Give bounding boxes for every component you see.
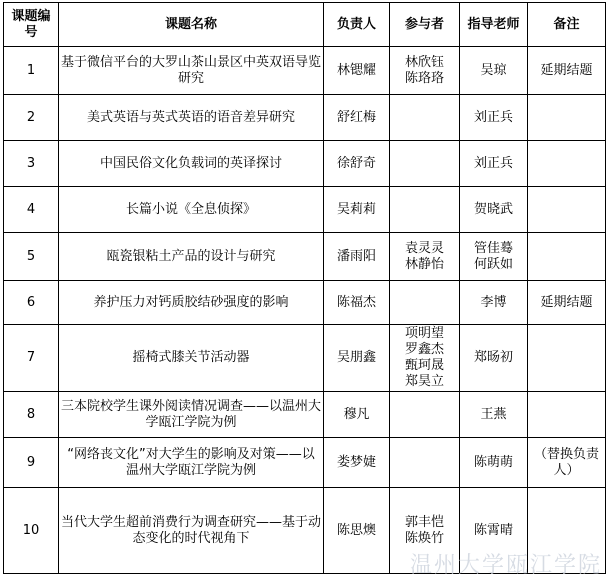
cell-members-name: 项明望 — [404, 326, 444, 341]
table-row — [4, 95, 606, 141]
cell-advisor-name: 李博 — [480, 294, 507, 310]
cell-members-name: 林欣钰 — [404, 54, 444, 70]
table-row — [4, 281, 606, 325]
table-row — [4, 233, 606, 281]
cell-advisor — [460, 392, 528, 438]
cell-advisor — [460, 95, 528, 141]
cell-members-name: 袁灵灵 — [404, 240, 444, 256]
cell-leader: 陈思燠 — [324, 488, 390, 574]
cell-members — [390, 488, 460, 574]
cell-note — [528, 95, 606, 141]
cell-title: 三本院校学生课外阅读情况调查——以温州大学瓯江学院为例 — [59, 392, 324, 438]
cell-title: 中国民俗文化负载词的英译探讨 — [59, 141, 324, 187]
header-no: 课题编号 — [4, 3, 59, 47]
cell-advisor-name: 吴琼 — [480, 62, 507, 78]
cell-members-name: 甄珂晟 — [404, 358, 444, 373]
cell-advisor-name: 陈霄晴 — [473, 522, 513, 538]
cell-members — [390, 392, 460, 438]
cell-no: 8 — [4, 392, 59, 438]
table-row — [4, 325, 606, 392]
cell-advisor-name: 管佳蓦 — [473, 240, 513, 256]
cell-advisor — [460, 187, 528, 233]
cell-no: 9 — [4, 438, 59, 488]
cell-title: 瓯瓷银粘土产品的设计与研究 — [59, 233, 324, 281]
cell-no: 2 — [4, 95, 59, 141]
projects-table — [3, 2, 606, 574]
cell-leader: 舒红梅 — [324, 95, 390, 141]
cell-leader: 娄梦婕 — [324, 438, 390, 488]
cell-members — [390, 438, 460, 488]
cell-members — [390, 187, 460, 233]
cell-advisor-name: 何跃如 — [473, 256, 513, 272]
cell-advisor — [460, 281, 528, 325]
cell-note — [528, 392, 606, 438]
cell-members-name: 郭丰恺 — [404, 514, 444, 530]
header-note: 备注 — [528, 3, 606, 47]
cell-leader: 徐舒奇 — [324, 141, 390, 187]
table-row — [4, 438, 606, 488]
cell-note — [528, 233, 606, 281]
cell-no: 6 — [4, 281, 59, 325]
cell-note: 延期结题 — [528, 281, 606, 325]
header-row — [4, 3, 606, 47]
cell-leader: 吴朋鑫 — [324, 325, 390, 392]
cell-leader: 陈福杰 — [324, 281, 390, 325]
table-row — [4, 187, 606, 233]
cell-note — [528, 488, 606, 574]
cell-advisor — [460, 325, 528, 392]
cell-title: 基于微信平台的大罗山茶山景区中英双语导览研究 — [59, 47, 324, 95]
cell-title: 长篇小说《全息侦探》 — [59, 187, 324, 233]
cell-no: 1 — [4, 47, 59, 95]
cell-no: 4 — [4, 187, 59, 233]
cell-note: （替换负责人） — [528, 438, 606, 488]
cell-title: 养护压力对钙质胶结砂强度的影响 — [59, 281, 324, 325]
header-leader: 负责人 — [324, 3, 390, 47]
cell-title: 摇椅式膝关节活动器 — [59, 325, 324, 392]
cell-advisor-name: 贺晓武 — [473, 201, 513, 217]
header-advisor: 指导老师 — [460, 3, 528, 47]
table-row — [4, 488, 606, 574]
cell-note — [528, 325, 606, 392]
cell-members-name: 陈珞珞 — [404, 70, 444, 86]
cell-note — [528, 187, 606, 233]
cell-title: 美式英语与英式英语的语音差异研究 — [59, 95, 324, 141]
cell-members — [390, 233, 460, 281]
cell-members — [390, 141, 460, 187]
cell-advisor-name: 陈萌萌 — [473, 454, 513, 470]
cell-advisor-name: 王燕 — [480, 406, 507, 422]
header-title: 课题名称 — [59, 3, 324, 47]
cell-advisor — [460, 141, 528, 187]
cell-members-name: 陈焕竹 — [404, 530, 444, 546]
table-row — [4, 392, 606, 438]
cell-title: “网络丧文化”对大学生的影响及对策——以温州大学瓯江学院为例 — [59, 438, 324, 488]
header-members: 参与者 — [390, 3, 460, 47]
cell-members — [390, 325, 460, 392]
watermark: 温州大学瓯江学院 — [409, 553, 602, 578]
cell-leader: 穆凡 — [324, 392, 390, 438]
cell-members-name: 林静怡 — [404, 256, 444, 272]
cell-advisor-name: 刘正兵 — [473, 109, 513, 125]
cell-members — [390, 95, 460, 141]
cell-no: 3 — [4, 141, 59, 187]
table-row — [4, 47, 606, 95]
cell-no: 5 — [4, 233, 59, 281]
cell-advisor-name: 郑旸初 — [473, 350, 513, 365]
cell-members-name: 罗鑫杰 — [404, 342, 444, 357]
cell-advisor — [460, 233, 528, 281]
cell-leader: 潘雨阳 — [324, 233, 390, 281]
cell-title: 当代大学生超前消费行为调查研究——基于动态变化的时代视角下 — [59, 488, 324, 574]
cell-no: 10 — [4, 488, 59, 574]
cell-leader: 林锶耀 — [324, 47, 390, 95]
cell-members — [390, 47, 460, 95]
cell-members-name: 郑昊立 — [404, 374, 444, 389]
cell-no: 7 — [4, 325, 59, 392]
cell-advisor — [460, 488, 528, 574]
cell-note: 延期结题 — [528, 47, 606, 95]
table-row — [4, 141, 606, 187]
cell-advisor-name: 刘正兵 — [473, 155, 513, 171]
cell-leader: 吴莉莉 — [324, 187, 390, 233]
cell-advisor — [460, 438, 528, 488]
cell-note — [528, 141, 606, 187]
cell-advisor — [460, 47, 528, 95]
cell-members — [390, 281, 460, 325]
